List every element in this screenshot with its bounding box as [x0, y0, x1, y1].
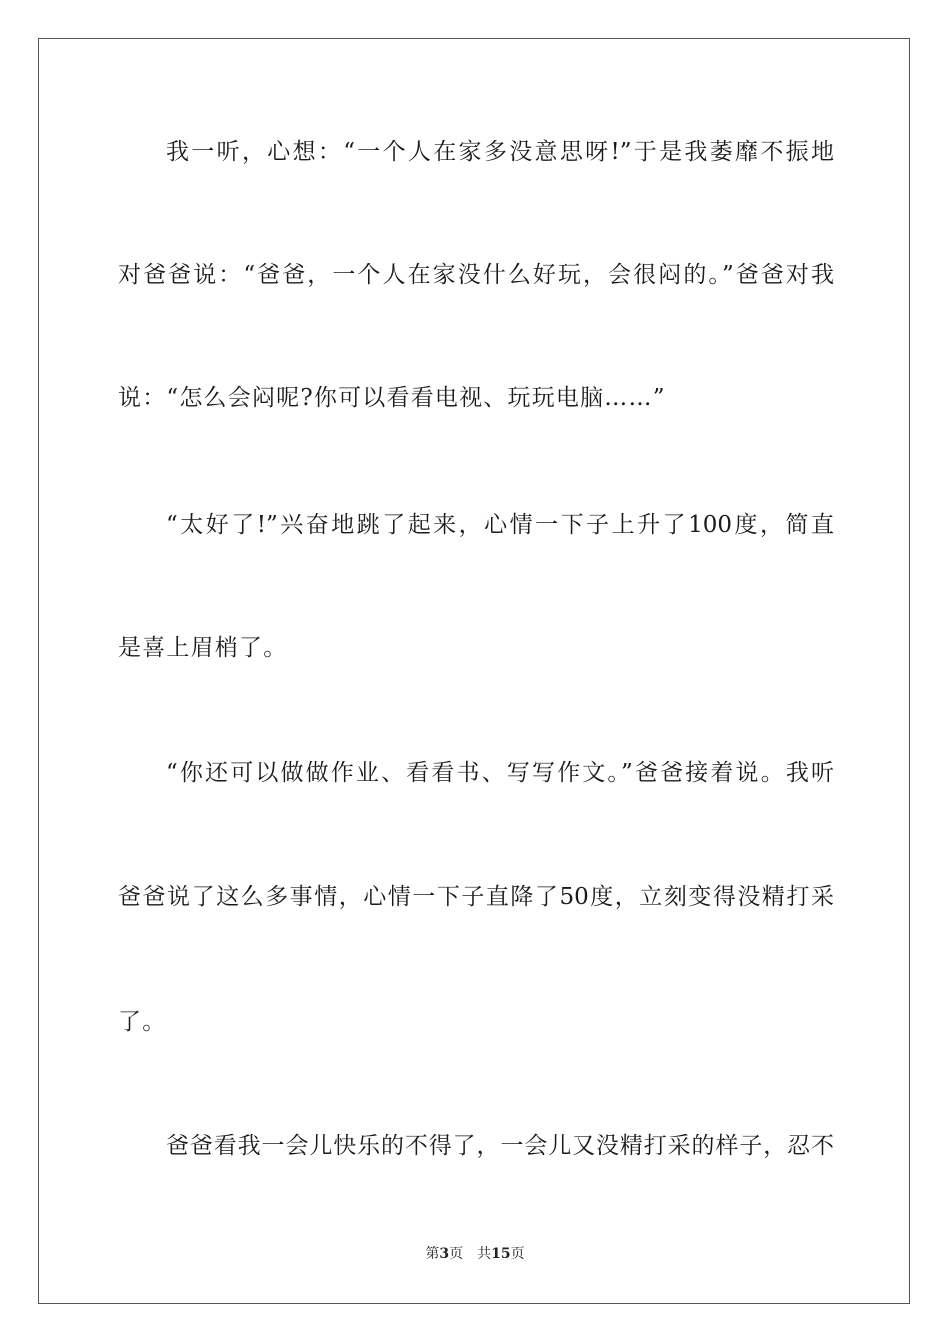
paragraph-3-line-1: “你还可以做做作业、看看书、写写作文。”爸爸接着说。我听 [166, 760, 834, 786]
paragraph-2-line-1: “太好了!”兴奋地跳了起来，心情一下子上升了100度，简直 [166, 512, 834, 538]
page-footer [0, 1245, 950, 1263]
footer-total-suffix: 页 [510, 1246, 525, 1262]
paragraph-1-line-2: 对爸爸说：“爸爸，一个人在家没什么好玩，会很闷的。”爸爸对我 [118, 262, 834, 288]
footer-total-prefix: 共 [477, 1246, 492, 1262]
footer-page-prefix: 第 [425, 1246, 440, 1262]
paragraph-4-line-1: 爸爸看我一会儿快乐的不得了，一会儿又没精打采的样子，忍不 [166, 1133, 834, 1159]
paragraph-2-line-2: 是喜上眉梢了。 [118, 635, 288, 661]
footer-total-pages: 15 [491, 1246, 511, 1262]
paragraph-1-line-3: 说：“怎么会闷呢?你可以看看电视、玩玩电脑……” [118, 385, 666, 411]
page-border [38, 38, 910, 1304]
footer-page-number: 3 [439, 1246, 450, 1262]
footer-page-suffix: 页 [449, 1246, 464, 1262]
paragraph-1-line-1: 我一听，心想：“一个人在家多没意思呀!”于是我萎靡不振地 [166, 139, 834, 165]
paragraph-3-line-3: 了。 [118, 1009, 167, 1035]
paragraph-3-line-2: 爸爸说了这么多事情，心情一下子直降了50度，立刻变得没精打采 [118, 884, 834, 910]
